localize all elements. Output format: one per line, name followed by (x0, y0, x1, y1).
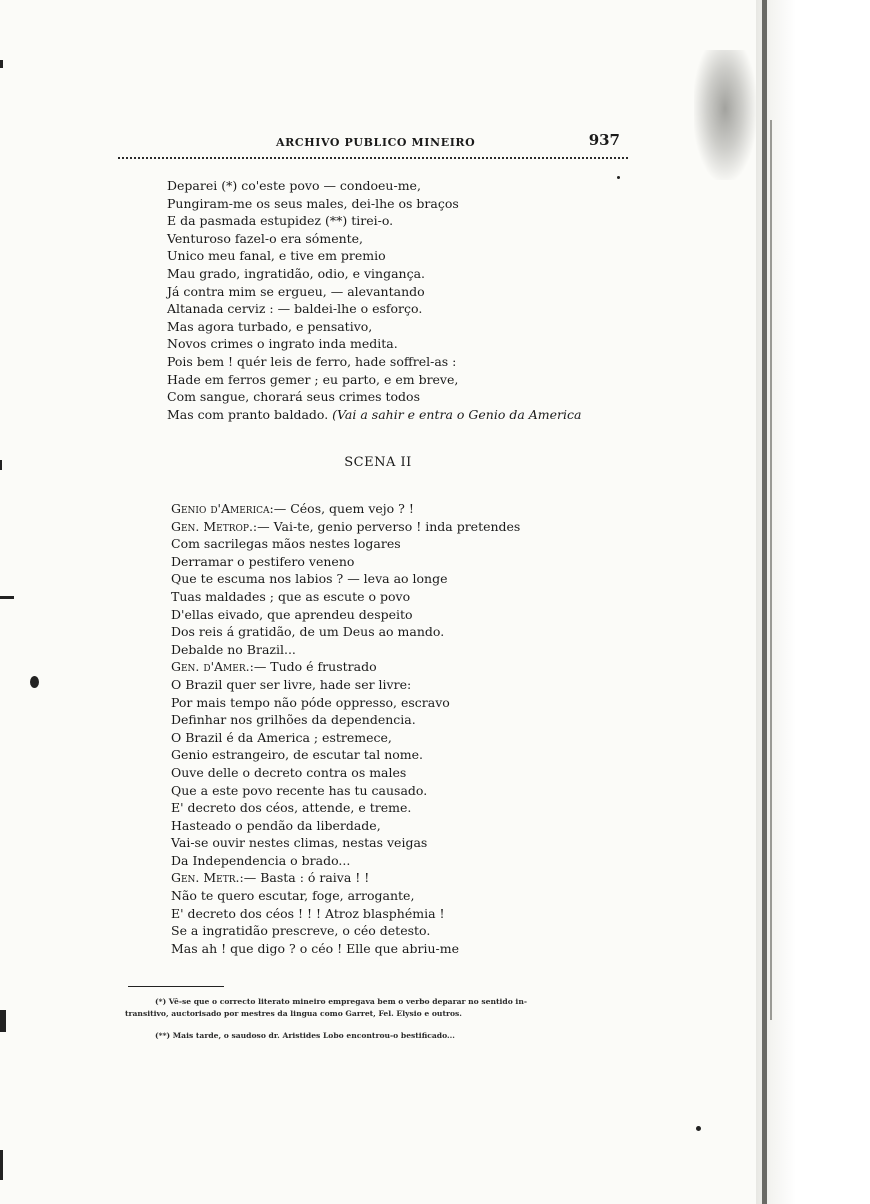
dialogue-line (171, 500, 651, 518)
page-header (118, 128, 628, 154)
dialogue-line (171, 905, 651, 923)
stage-direction: (Vai a sahir e entra o Genio da America (332, 406, 582, 422)
dialogue-line (171, 834, 651, 852)
dialogue-text: O Brazil é da America ; estremece, (171, 729, 392, 745)
footnotes (125, 996, 645, 1042)
footnote-2: (**) Mais tarde, o saudoso dr. Aristides Lobo encontrou-o bestificado... (155, 1031, 455, 1040)
dialogue-text: Definhar nos grilhões da dependencia. (171, 712, 416, 728)
dialogue-text: Derramar o pestifero veneno (171, 553, 355, 569)
scan-dot (696, 1126, 701, 1131)
dialogue-text: — Basta : ó raiva ! ! (243, 870, 370, 886)
dialogue-text: Hasteado o pendão da liberdade, (171, 817, 381, 833)
dialogue-text: Genio estrangeiro, de escutar tal nome. (171, 747, 423, 763)
dialogue-text: Mas ah ! que digo ? o céo ! Elle que abriu-me (171, 940, 459, 956)
dialogue-text: O Brazil quer ser livre, hade ser livre: (171, 676, 412, 692)
speaker-name: Gen. d'Amer.: (171, 659, 254, 675)
dialogue-text: Dos reis á gratidão, de um Deus ao mando. (171, 624, 445, 640)
verse-line: E da pasmada estupidez (**) tirei-o. (167, 213, 394, 229)
dialogue-text: Debalde no Brazil... (171, 641, 296, 657)
dialogue-line (171, 553, 651, 571)
binding-edge (762, 0, 767, 1204)
dialogue-line (171, 940, 651, 958)
dialogue-line (171, 852, 651, 870)
dialogue-text: Ouve delle o decreto contra os males (171, 764, 407, 780)
dialogue-line (171, 623, 651, 641)
dialogue-line (171, 676, 651, 694)
dialogue-line (171, 588, 651, 606)
dialogue-text: E' decreto dos céos, attende, e treme. (171, 800, 412, 816)
verse-line: Deparei (*) co'este povo — condoeu-me, (167, 178, 421, 193)
footnote-rule (128, 986, 224, 987)
dialogue-line (171, 711, 651, 729)
dialogue-line (171, 746, 651, 764)
verse-line: Pungiram-me os seus males, dei-lhe os braços (167, 195, 459, 211)
verse-line-final (167, 406, 647, 424)
speaker-name: Gen. Metrop.: (171, 518, 258, 534)
verse-line: Novos crimes o ingrato inda medita. (167, 336, 398, 352)
verse-line: Venturoso fazel-o era sómente, (167, 230, 364, 246)
scan-mark (0, 1150, 3, 1180)
verse-line: Hade em ferros gemer ; eu parto, e em breve, (167, 371, 459, 387)
speaker-name: Gen. Metr.: (171, 870, 244, 886)
verse-line: Unico meu fanal, e tive em premio (167, 248, 386, 264)
dialogue-text: E' decreto dos céos ! ! ! Atroz blasphémia ! (171, 905, 445, 921)
monologue (167, 177, 647, 423)
dialogue-line (171, 606, 651, 624)
scene-title: SCENA II (344, 455, 412, 470)
verse-line: Com sangue, chorará seus crimes todos (167, 389, 420, 405)
page-number: 937 (588, 131, 620, 149)
dialogue-text: Da Independencia o brado... (171, 852, 351, 868)
verse-line: Mau grado, ingratidão, odio, e vingança. (167, 265, 426, 281)
dialogue-text: Que te escuma nos labios ? — leva ao longe (171, 571, 448, 587)
scan-mark (0, 60, 3, 68)
verse-text: Mas com pranto baldado. (167, 406, 329, 422)
binding-shadow (770, 120, 772, 1020)
dialogue-line (171, 518, 651, 536)
dialogue-line (171, 729, 651, 747)
dialogue-line (171, 641, 651, 659)
dialogue-text: Que a este povo recente has tu causado. (171, 782, 428, 798)
dialogue-line (171, 799, 651, 817)
scan-dot (617, 176, 620, 179)
dialogue-text: Por mais tempo não póde oppresso, escravo (171, 694, 450, 710)
header-rule (118, 157, 628, 159)
scan-mark (0, 1010, 6, 1032)
book-binding (756, 0, 870, 1204)
dialogue-text: Vai-se ouvir nestes climas, nestas veigas (171, 835, 428, 851)
dialogue-line (171, 922, 651, 940)
speaker-name: Genio d'America: (171, 501, 274, 516)
dialogue-text: Se a ingratidão prescreve, o céo detesto. (171, 923, 431, 939)
dialogue-text: — Céos, quem vejo ? ! (273, 501, 414, 516)
verse-line: Pois bem ! quér leis de ferro, hade soffrel-as : (167, 353, 457, 369)
dialogue-line (171, 817, 651, 835)
paper-stain (694, 50, 756, 180)
dialogue-text: Tuas maldades ; que as escute o povo (171, 588, 411, 604)
dialogue-line (171, 887, 651, 905)
scan-mark (30, 676, 39, 688)
dialogue (171, 500, 651, 957)
verse-line: Já contra mim se ergueu, — alevantando (167, 283, 425, 299)
dialogue-line (171, 782, 651, 800)
dialogue-line (171, 869, 651, 887)
dialogue-line (171, 535, 651, 553)
footnote-1-line-2: transitivo, auctorisado por mestres da lingua como Garret, Fel. Elysio e outros. (125, 1009, 462, 1018)
scan-mark (0, 596, 14, 599)
dialogue-line (171, 570, 651, 588)
verse-line: Altanada cerviz : — baldei-lhe o esforço. (167, 301, 423, 317)
dialogue-line (171, 658, 651, 676)
dialogue-text: Não te quero escutar, foge, arrogante, (171, 888, 415, 904)
verse-line: Mas agora turbado, e pensativo, (167, 318, 373, 334)
dialogue-line (171, 694, 651, 712)
dialogue-text: D'ellas eivado, que aprendeu despeito (171, 606, 413, 622)
dialogue-text: Com sacrilegas mãos nestes logares (171, 536, 401, 552)
dialogue-text: — Vai-te, genio perverso ! inda pretendes (257, 518, 521, 534)
dialogue-text: — Tudo é frustrado (253, 659, 377, 675)
footnote-1-line-1: (*) Vê-se que o correcto literato mineiro empregava bem o verbo deparar no sentido in- (155, 997, 527, 1006)
running-head: ARCHIVO PUBLICO MINEIRO (276, 136, 476, 149)
dialogue-line (171, 764, 651, 782)
